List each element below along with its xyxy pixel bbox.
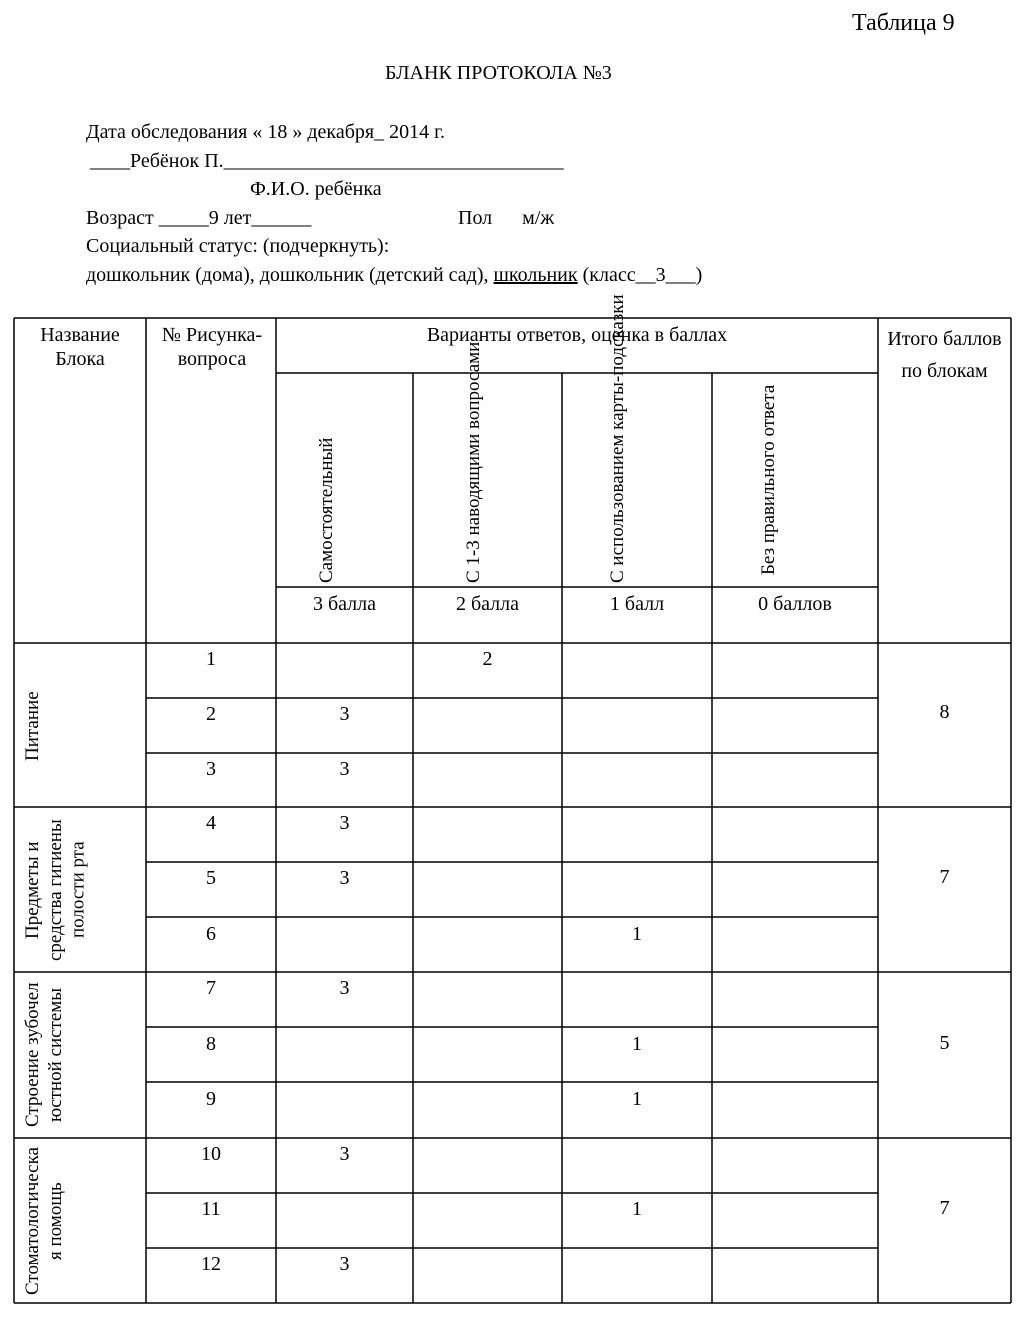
subcolumn-header-leading-questions: С 1-3 наводящими вопросами [463, 385, 523, 583]
subcolumn-header-no-answer: Без правильного ответа [758, 385, 818, 575]
score-cell: 3 [276, 866, 413, 890]
points-1: 1 балл [562, 592, 712, 616]
score-cell: 3 [276, 976, 413, 1000]
picture-number: 1 [146, 647, 276, 671]
score-cell: 3 [276, 702, 413, 726]
block-total: 7 [878, 1196, 1011, 1220]
picture-number: 8 [146, 1032, 276, 1056]
score-cell: 1 [562, 1032, 712, 1056]
picture-number: 11 [146, 1197, 276, 1221]
block-total: 7 [878, 865, 1011, 889]
table-number-label: Таблица 9 [852, 10, 955, 37]
score-cell: 3 [276, 1142, 413, 1166]
subcolumn-header-independent: Самостоятельный [316, 385, 339, 583]
sex-line: Пол м/ж [458, 207, 554, 230]
document-title: БЛАНК ПРОТОКОЛА №3 [385, 62, 612, 85]
social-option-schoolchild: школьник [494, 264, 578, 286]
score-cell: 3 [276, 1252, 413, 1276]
picture-number: 2 [146, 702, 276, 726]
block-name-dental-care: Стоматологическая помощь [22, 1143, 142, 1299]
column-header-total: Итого баллов по блокам [878, 323, 1011, 387]
score-cell: 1 [562, 1197, 712, 1221]
block-total: 5 [878, 1031, 1011, 1055]
block-total: 8 [878, 700, 1011, 724]
exam-date-line: Дата обследования « 18 » декабря_ 2014 г. [86, 121, 445, 144]
picture-number: 5 [146, 866, 276, 890]
picture-number: 7 [146, 976, 276, 1000]
subcolumn-header-hint-card: С использованием карты-подсказки [607, 385, 667, 583]
social-status-options [86, 264, 702, 287]
social-class: (класс__3___) [578, 264, 703, 286]
picture-number: 6 [146, 922, 276, 946]
score-cell: 1 [562, 922, 712, 946]
picture-number: 3 [146, 757, 276, 781]
score-cell: 3 [276, 757, 413, 781]
fio-caption: Ф.И.О. ребёнка [250, 178, 382, 201]
picture-number: 12 [146, 1252, 276, 1276]
age-line: Возраст _____9 лет______ [86, 207, 311, 230]
points-3: 3 балла [276, 592, 413, 616]
score-cell: 1 [562, 1087, 712, 1111]
column-header-block-name: Название Блока [14, 323, 146, 371]
column-header-picture-number: № Рисунка-вопроса [156, 323, 268, 371]
column-header-answer-variants: Варианты ответов, оценка в баллах [276, 323, 878, 347]
block-name-dental-system: Строение зубочелюстной системы [22, 977, 142, 1133]
social-option-preschool: дошкольник (дома), дошкольник (детский сад), [86, 264, 494, 286]
score-cell: 3 [276, 811, 413, 835]
picture-number: 4 [146, 811, 276, 835]
social-status-label: Социальный статус: (подчеркнуть): [86, 235, 389, 258]
block-name-nutrition: Питание [22, 648, 142, 804]
picture-number: 9 [146, 1087, 276, 1111]
child-name-line: ____Ребёнок П.__________________________________ [90, 150, 564, 173]
block-name-hygiene: Предметы и средства гигиены полости рта [22, 812, 142, 968]
points-0: 0 баллов [712, 592, 878, 616]
picture-number: 10 [146, 1142, 276, 1166]
score-cell: 2 [413, 647, 562, 671]
points-2: 2 балла [413, 592, 562, 616]
